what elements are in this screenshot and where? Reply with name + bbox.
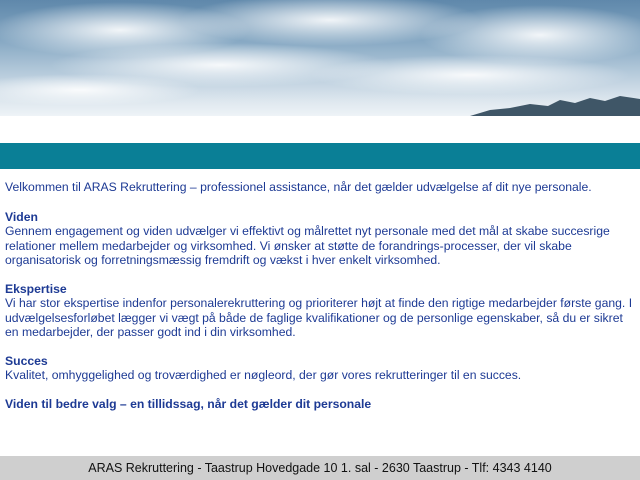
tagline: Viden til bedre valg – en tillidssag, når det gælder dit personale [5, 396, 372, 411]
sky-banner [0, 0, 640, 116]
section-heading-viden: Viden [5, 209, 38, 224]
section-text-viden: Gennem engagement og viden udvælger vi effektivt og målrettet nyt personale med det mål at skabe succesrige relationer mellem medarbejder og virksomhed. Vi ønsker at støtte de forandrings-processer, der vil skabe organisatorisk og forretningsmæssig fremdrift og vækst i hver enkelt virksomhed. [5, 224, 610, 267]
section-heading-ekspertise: Ekspertise [5, 281, 67, 296]
intro-text: Velkommen til ARAS Rekruttering – professionel assistance, når det gælder udvælgelse af dit nye personale. [5, 180, 592, 194]
section-viden [5, 210, 633, 268]
sky-banner-illustration [0, 0, 640, 116]
main-content [5, 180, 633, 426]
section-text-succes: Kvalitet, omhyggelighed og troværdighed er nøgleord, der gør vores rekrutteringer til en succes. [5, 368, 522, 382]
section-succes [5, 354, 633, 383]
teal-nav-band [0, 143, 640, 169]
section-text-ekspertise: Vi har stor ekspertise indenfor personalerekruttering og prioriterer højt at finde den rigtige medarbejder første gang. I udvælgelsesforløbet lægger vi vægt på både de faglige kvalifikationer og de personlige egenskaber, så du er sikret en medarbejder, der passer godt ind i din virksomhed. [5, 296, 633, 339]
footer-contact: ARAS Rekruttering - Taastrup Hovedgade 10 1. sal - 2630 Taastrup - Tlf: 4343 4140 [0, 456, 640, 480]
section-heading-succes: Succes [5, 353, 48, 368]
white-band [0, 116, 640, 143]
section-ekspertise [5, 282, 633, 340]
